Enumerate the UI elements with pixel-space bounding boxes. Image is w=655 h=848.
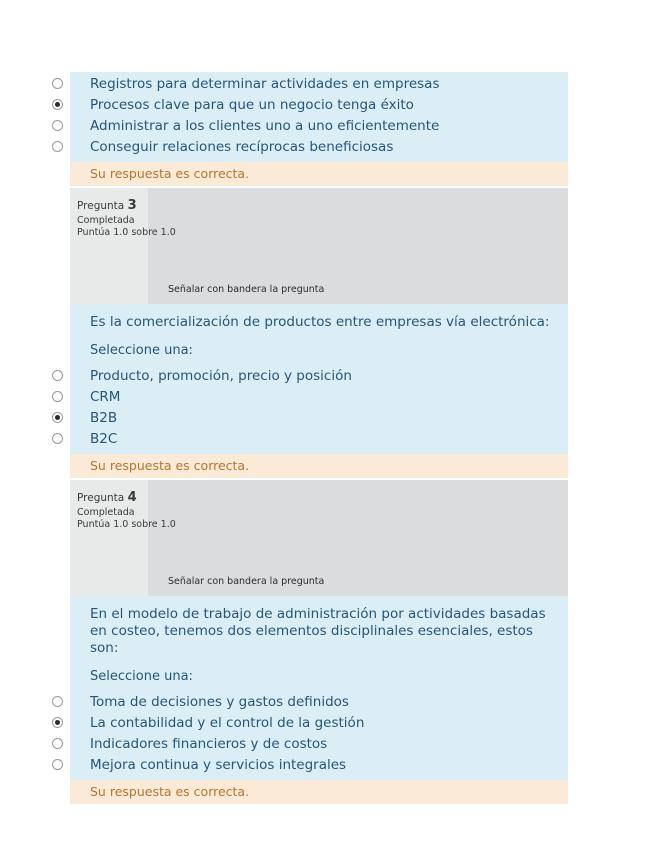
radio-icon[interactable]: [52, 120, 63, 131]
question-number-label: Pregunta: [77, 200, 125, 212]
radio-icon[interactable]: [52, 717, 63, 728]
question-number: [77, 490, 148, 505]
option-row[interactable]: [70, 692, 568, 713]
question-number-value: 3: [127, 198, 137, 213]
question-4-feedback: Su respuesta es correcta.: [70, 780, 568, 804]
question-state: Completada: [77, 215, 135, 226]
option-label: Administrar a los clientes uno a uno eficientemente: [90, 118, 440, 134]
option-label: B2B: [90, 410, 118, 426]
radio-icon[interactable]: [52, 141, 63, 152]
question-3-feedback: Su respuesta es correcta.: [70, 454, 568, 478]
question-4-info: [70, 480, 176, 596]
option-row[interactable]: [70, 95, 568, 116]
question-3-stem: Es la comercialización de productos entre empresas vía electrónica:: [70, 304, 568, 339]
question-3-options: [70, 364, 568, 454]
radio-icon[interactable]: [52, 370, 63, 381]
option-label: B2C: [90, 431, 118, 447]
option-label: Toma de decisiones y gastos definidos: [90, 694, 349, 710]
question-number-value: 4: [127, 490, 137, 505]
radio-icon[interactable]: [52, 99, 63, 110]
option-row[interactable]: [70, 734, 568, 755]
question-4-options: [70, 690, 568, 780]
radio-icon[interactable]: [52, 412, 63, 423]
quiz-page: [70, 72, 568, 804]
flag-question-link[interactable]: Señalar con bandera la pregunta: [168, 576, 325, 587]
radio-icon[interactable]: [52, 759, 63, 770]
option-row[interactable]: [70, 408, 568, 429]
option-row[interactable]: [70, 137, 568, 158]
option-row[interactable]: [70, 429, 568, 450]
question-number: [77, 198, 148, 213]
option-label: Registros para determinar actividades en empresas: [90, 76, 440, 92]
question-marks: Puntúa 1.0 sobre 1.0: [77, 519, 176, 530]
option-row[interactable]: [70, 713, 568, 734]
question-state: Completada: [77, 507, 135, 518]
option-label: Procesos clave para que un negocio tenga éxito: [90, 97, 414, 113]
option-row[interactable]: [70, 74, 568, 95]
option-label: Indicadores financieros y de costos: [90, 736, 328, 752]
question-4-header: [70, 480, 568, 596]
question-number-label: Pregunta: [77, 492, 125, 504]
question-4-select-label: Seleccione una:: [70, 665, 568, 690]
question-4-stem: En el modelo de trabajo de administración por actividades basadas en costeo, tenemos dos elementos disciplinales esenciales, estos son:: [70, 596, 568, 665]
option-row[interactable]: [70, 116, 568, 137]
option-row[interactable]: [70, 366, 568, 387]
radio-icon[interactable]: [52, 391, 63, 402]
flag-question-link[interactable]: Señalar con bandera la pregunta: [168, 284, 325, 295]
radio-icon[interactable]: [52, 696, 63, 707]
radio-icon[interactable]: [52, 738, 63, 749]
question-marks: Puntúa 1.0 sobre 1.0: [77, 227, 176, 238]
question-3-info: [70, 188, 176, 304]
option-label: La contabilidad y el control de la gestión: [90, 715, 365, 731]
option-label: Mejora continua y servicios integrales: [90, 757, 347, 773]
radio-icon[interactable]: [52, 433, 63, 444]
question-3-select-label: Seleccione una:: [70, 339, 568, 364]
option-label: CRM: [90, 389, 121, 405]
option-label: Producto, promoción, precio y posición: [90, 368, 352, 384]
question-3-header: [70, 188, 568, 304]
option-row[interactable]: [70, 755, 568, 776]
radio-icon[interactable]: [52, 78, 63, 89]
option-row[interactable]: [70, 387, 568, 408]
option-label: Conseguir relaciones recíprocas beneficiosas: [90, 139, 394, 155]
question-2-feedback: Su respuesta es correcta.: [70, 162, 568, 186]
question-2-options: [70, 72, 568, 162]
